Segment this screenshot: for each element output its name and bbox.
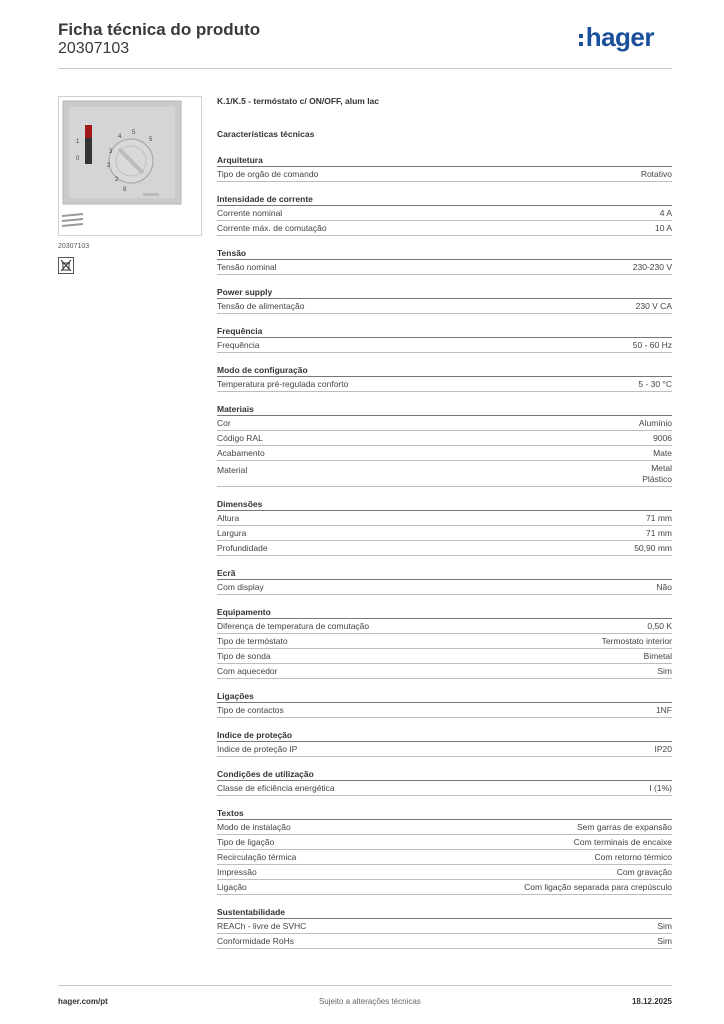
spec-label: Indice de proteção IP	[217, 744, 298, 754]
spec-row	[217, 664, 672, 679]
spec-group-title: Ecrã	[217, 566, 672, 580]
footer-date: 18.12.2025	[631, 997, 672, 1006]
spec-row	[217, 865, 672, 880]
spec-row	[217, 703, 672, 718]
spec-value: Com ligação separada para crepúsculo	[524, 882, 672, 892]
svg-text:5: 5	[132, 130, 136, 136]
spec-label: Recirculação térmica	[217, 852, 297, 862]
spec-group	[217, 905, 672, 949]
spec-value: Rotativo	[640, 169, 672, 179]
spec-value-line: Plástico	[642, 474, 672, 484]
spec-row	[217, 338, 672, 353]
spec-label: Impressão	[217, 867, 257, 877]
spec-value: Sim	[657, 666, 672, 676]
spec-row	[217, 649, 672, 664]
spec-row	[217, 850, 672, 865]
spec-value: Termostato interior	[601, 636, 672, 646]
spec-label: Temperatura pré-regulada conforto	[217, 379, 349, 389]
spec-label: Tensão nominal	[217, 262, 277, 272]
spec-value: Sim	[657, 936, 672, 946]
spec-group-title: Intensidade de corrente	[217, 192, 672, 206]
spec-row	[217, 619, 672, 634]
spec-value: 71 mm	[646, 513, 672, 523]
spec-group-title: Power supply	[217, 285, 672, 299]
spec-row	[217, 431, 672, 446]
spec-label: REACh - livre de SVHC	[217, 921, 307, 931]
svg-text:1: 1	[76, 139, 80, 145]
spec-group-title: Frequência	[217, 324, 672, 338]
spec-value: Com retorno térmico	[594, 852, 672, 862]
spec-label: Material	[217, 465, 248, 475]
svg-text:2: 2	[107, 163, 111, 169]
spec-value: IP20	[654, 744, 672, 754]
spec-value: Sim	[657, 921, 672, 931]
spec-label: Com aquecedor	[217, 666, 278, 676]
spec-value: Sem garras de expansão	[577, 822, 672, 832]
product-code: 20307103	[58, 40, 130, 57]
spec-group	[217, 689, 672, 718]
spec-label: Cor	[217, 418, 231, 428]
spec-group-title: Condições de utilização	[217, 767, 672, 781]
spec-value: 71 mm	[646, 528, 672, 538]
spec-value: 230-230 V	[632, 262, 672, 272]
spec-value: Bimetal	[643, 651, 672, 661]
spec-value: 10 A	[654, 223, 672, 233]
spec-group	[217, 497, 672, 556]
spec-value: Mate	[653, 448, 672, 458]
specifications-column	[217, 96, 672, 949]
spec-row	[217, 634, 672, 649]
product-name: K.1/K.5 - termóstato c/ ON/OFF, alum lac	[217, 96, 380, 106]
spec-group-title: Tensão	[217, 246, 672, 260]
spec-value: 0,50 K	[647, 621, 672, 631]
spec-value: Alumínio	[638, 418, 672, 428]
spec-group	[217, 363, 672, 392]
spec-row	[217, 742, 672, 757]
footer-note: Sujeito a alterações técnicas	[318, 997, 421, 1006]
spec-groups	[217, 153, 672, 949]
recycling-bin-icon	[58, 257, 74, 274]
spec-group	[217, 246, 672, 275]
spec-label: Corrente máx. de comutação	[217, 223, 327, 233]
spec-value: Com terminais de encaixe	[573, 837, 672, 847]
spec-group-title: Materiais	[217, 402, 672, 416]
spec-row	[217, 580, 672, 595]
spec-value-line: Metal	[651, 463, 672, 473]
spec-row	[217, 377, 672, 392]
svg-text:3: 3	[109, 149, 113, 155]
spec-value: Não	[656, 582, 672, 592]
spec-row	[217, 835, 672, 850]
product-image	[58, 96, 202, 236]
spec-row	[217, 416, 672, 431]
spec-group	[217, 728, 672, 757]
document-title: Ficha técnica do produto	[58, 20, 261, 39]
spec-row	[217, 781, 672, 796]
spec-group-title: Textos	[217, 806, 672, 820]
spec-label: Tensão de alimentação	[217, 301, 305, 311]
spec-row	[217, 461, 672, 487]
spec-label: Diferença de temperatura de comutação	[217, 621, 370, 631]
spec-label: Tipo de contactos	[217, 705, 284, 715]
spec-group	[217, 806, 672, 895]
footer-divider	[58, 985, 672, 986]
spec-row	[217, 934, 672, 949]
spec-label: Tipo de orgão de comando	[217, 169, 319, 179]
spec-label: Profundidade	[217, 543, 268, 553]
spec-label: Altura	[217, 513, 240, 523]
spec-group	[217, 605, 672, 679]
spec-label: Conformidade RoHs	[217, 936, 295, 946]
spec-row	[217, 299, 672, 314]
spec-group	[217, 192, 672, 236]
spec-row	[217, 919, 672, 934]
spec-row	[217, 260, 672, 275]
spec-label: Tipo de ligação	[217, 837, 275, 847]
svg-text:2: 2	[115, 177, 119, 183]
spec-group-title: Arquitetura	[217, 153, 672, 167]
spec-label: Acabamento	[217, 448, 265, 458]
spec-group-title: Indice de proteção	[217, 728, 672, 742]
page-footer	[58, 997, 672, 1006]
spec-label: Código RAL	[217, 433, 263, 443]
product-image-column	[58, 96, 202, 274]
spec-value	[642, 463, 672, 486]
spec-group	[217, 285, 672, 314]
spec-group	[217, 566, 672, 595]
spec-row	[217, 206, 672, 221]
svg-text:0: 0	[76, 156, 80, 162]
spec-value: 9006	[653, 433, 672, 443]
spec-group	[217, 767, 672, 796]
spec-row	[217, 446, 672, 461]
spec-label: Ligação	[217, 882, 247, 892]
header-divider	[58, 68, 672, 69]
spec-value: 230 V CA	[635, 301, 672, 311]
spec-label: Largura	[217, 528, 247, 538]
hager-logo	[579, 22, 654, 52]
logo-text: hager	[585, 21, 654, 52]
spec-label: Modo de instalação	[217, 822, 291, 832]
spec-value: 4 A	[659, 208, 672, 218]
spec-value: 50 - 60 Hz	[632, 340, 672, 350]
footer-website[interactable]: hager.com/pt	[58, 997, 108, 1006]
spec-group-title: Sustentabilidade	[217, 905, 672, 919]
logo-dots-icon	[579, 34, 583, 46]
svg-text:4: 4	[118, 134, 122, 140]
svg-text:5: 5	[149, 137, 153, 143]
spec-value: 50,90 mm	[634, 543, 672, 553]
spec-label: Tipo de sonda	[217, 651, 271, 661]
spec-row	[217, 167, 672, 182]
spec-label: Com display	[217, 582, 264, 592]
spec-value: 5 - 30 °C	[638, 379, 672, 389]
spec-group-title: Dimensões	[217, 497, 672, 511]
spec-row	[217, 511, 672, 526]
spec-group-title: Equipamento	[217, 605, 672, 619]
spec-group-title: Modo de configuração	[217, 363, 672, 377]
spec-row	[217, 221, 672, 236]
svg-text:8: 8	[123, 187, 127, 193]
spec-row	[217, 820, 672, 835]
spec-row	[217, 526, 672, 541]
spec-row	[217, 541, 672, 556]
page-header	[58, 20, 672, 70]
image-caption: 20307103	[58, 243, 90, 250]
spec-label: Corrente nominal	[217, 208, 283, 218]
spec-group-title: Ligações	[217, 689, 672, 703]
spec-value: 1NF	[655, 705, 672, 715]
spec-row	[217, 880, 672, 895]
spec-value: Com gravação	[616, 867, 672, 877]
spec-group	[217, 324, 672, 353]
spec-value: I (1%)	[649, 783, 672, 793]
spec-group	[217, 402, 672, 487]
section-title: Características técnicas	[217, 129, 315, 139]
spec-label: Tipo de termóstato	[217, 636, 288, 646]
spec-label: Frequência	[217, 340, 260, 350]
spec-label: Classe de eficiência energética	[217, 783, 335, 793]
spec-group	[217, 153, 672, 182]
